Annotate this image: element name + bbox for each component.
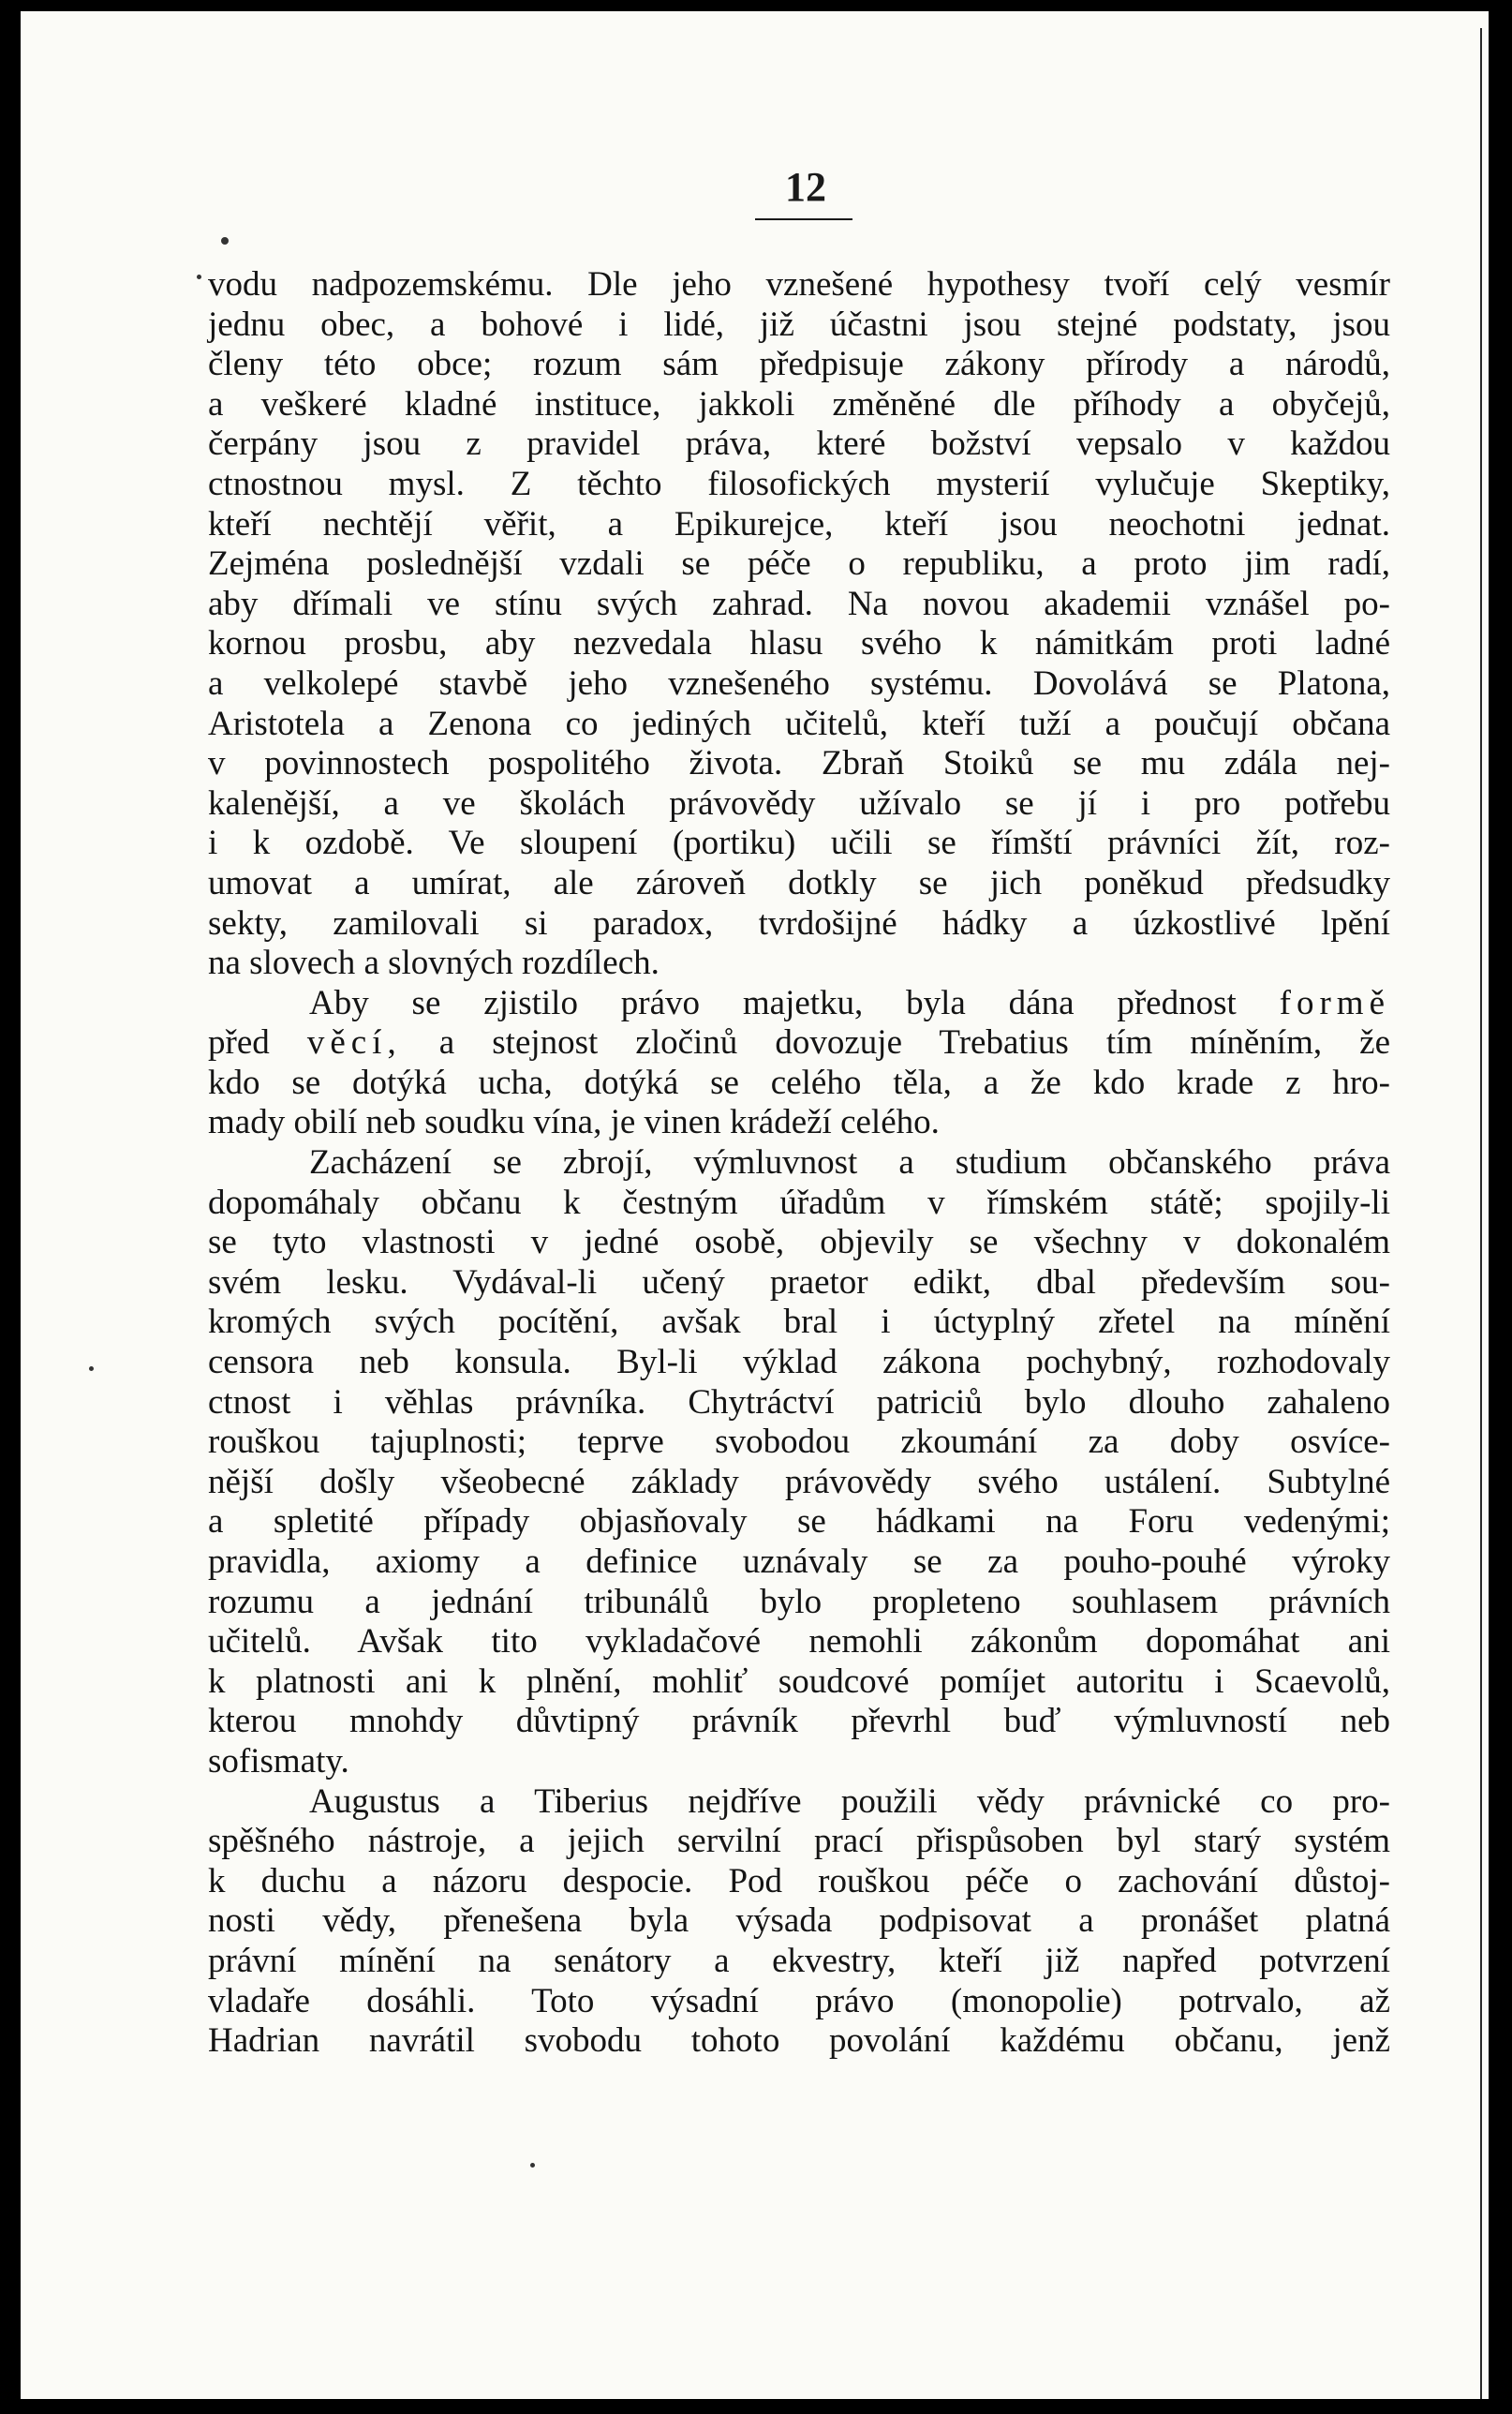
speck-mark bbox=[197, 275, 201, 279]
text-line: Hadrian navrátil svobodu tohoto povolání každému občanu, jenž bbox=[208, 2021, 1390, 2061]
text-line: kterou mnohdy důvtipný právník převrhl buď výmluvností neb bbox=[208, 1702, 1390, 1741]
text-line bbox=[208, 984, 1390, 1024]
text-segment: Aby se zjistilo právo majetku, byla dána přednost bbox=[309, 983, 1237, 1022]
speck-mark bbox=[89, 1366, 94, 1371]
text-line: nosti vědy, přenešena byla výsada podpisovat a pronášet platná bbox=[208, 1901, 1390, 1941]
text-segment: a stejnost zločinů dovozuje Trebatius tím míněním, že bbox=[438, 1023, 1391, 1063]
text-line: mady obilí neb soudku vína, je vinen krádeží celého. bbox=[208, 1103, 940, 1142]
text-line: kteří nechtějí věřit, a Epikurejce, kteří jsou neochotni jednat. bbox=[208, 504, 1390, 544]
speck-mark bbox=[530, 2163, 535, 2168]
text-segment: před bbox=[208, 1023, 270, 1063]
text-line: spěšného nástroje, a jejich servilní prací přispůsoben byl starý systém bbox=[208, 1822, 1390, 1861]
text-line bbox=[208, 1023, 1390, 1064]
text-line: Aristotela a Zenona co jediných učitelů, kteří tuží a poučují občana bbox=[208, 704, 1390, 743]
text-line: kornou prosbu, aby nezvedala hlasu svého k námitkám proti ladné bbox=[208, 624, 1390, 663]
text-line: vladaře dosáhli. Toto výsadní právo (monopolie) potrvalo, až bbox=[208, 1981, 1390, 2020]
text-line: rozumu a jednání tribunálů bylo propleteno souhlasem právních bbox=[208, 1582, 1390, 1621]
text-line: k platnosti ani k plnění, mohliť soudcové pomíjet autoritu i Scaevolů, bbox=[208, 1661, 1390, 1701]
spaced-emphasis: formě bbox=[1279, 983, 1390, 1022]
paragraph-2 bbox=[208, 984, 1390, 1143]
text-line: pravidla, axiomy a definice uznávaly se za pouho-pouhé výroky bbox=[208, 1542, 1390, 1581]
text-line: a veškeré kladné instituce, jakkoli změněné dle příhody a obyčejů, bbox=[208, 384, 1390, 424]
text-line: na slovech a slovných rozdílech. bbox=[208, 944, 660, 983]
text-line: i k ozdobě. Ve sloupení (portiku) učili se římští právníci žít, roz- bbox=[208, 824, 1390, 863]
paragraph-3 bbox=[208, 1143, 1390, 1782]
text-line: sekty, zamilovali si paradox, tvrdošijné hádky a úzkostlivé lpění bbox=[208, 903, 1390, 943]
page-number-underline bbox=[755, 218, 852, 220]
text-line: právní mínění na senátory a ekvestry, kteří již napřed potvrzení bbox=[208, 1941, 1390, 1980]
text-line: vodu nadpozemskému. Dle jeho vznešené hypothesy tvoří celý vesmír bbox=[208, 265, 1390, 304]
text-line: jednu obec, a bohové i lidé, již účastni jsou stejné podstaty, jsou bbox=[208, 305, 1390, 344]
speck-mark bbox=[221, 237, 229, 245]
text-line: Zejména poslednější vzdali se péče o republiku, a proto jim radí, bbox=[208, 544, 1390, 584]
text-line: v povinnostech pospolitého života. Zbraň Stoiků se mu zdála nej- bbox=[208, 744, 1390, 783]
text-line: a velkolepé stavbě jeho vznešeného systému. Dovolává se Platona, bbox=[208, 663, 1390, 703]
scan-edge-line bbox=[1480, 28, 1482, 2399]
text-line: ctnost i věhlas právníka. Chytráctví patriciů bylo dlouho zahaleno bbox=[208, 1382, 1390, 1422]
text-line: dopomáhaly občanu k čestným úřadům v římském státě; spojily-li bbox=[208, 1183, 1390, 1222]
paragraph-4 bbox=[208, 1782, 1390, 2062]
text-line: sofismaty. bbox=[208, 1741, 349, 1781]
text-line: rouškou tajuplnosti; teprve svobodou zkoumání za doby osvíce- bbox=[208, 1423, 1390, 1462]
text-line: ctnostnou mysl. Z těchto filosofických mysterií vylučuje Skeptiky, bbox=[208, 464, 1390, 503]
text-line: nější došly všeobecné základy právovědy svého ustálení. Subtylné bbox=[208, 1462, 1390, 1501]
text-line: kdo se dotýká ucha, dotýká se celého těla, a že kdo krade z hro- bbox=[208, 1063, 1390, 1102]
text-line: censora neb konsula. Byl-li výklad zákona pochybný, rozhodovaly bbox=[208, 1343, 1390, 1382]
text-line: členy této obce; rozum sám předpisuje zákony přírody a národů, bbox=[208, 345, 1390, 384]
text-line: umovat a umírat, ale zároveň dotkly se jich poněkud předsudky bbox=[208, 863, 1390, 902]
text-line: učitelů. Avšak tito vykladačové nemohli zákonům dopomáhat ani bbox=[208, 1622, 1390, 1661]
text-line: čerpány jsou z pravidel práva, které božství vepsalo v každou bbox=[208, 425, 1390, 464]
spaced-emphasis: věcí, bbox=[306, 1023, 402, 1063]
page-number: 12 bbox=[785, 164, 826, 210]
text-line: se tyto vlastnosti v jedné osobě, objevily se všechny v dokonalém bbox=[208, 1223, 1390, 1262]
text-line: svém lesku. Vydával-li učený praetor edikt, dbal především sou- bbox=[208, 1262, 1390, 1302]
paragraph-1 bbox=[208, 265, 1390, 984]
text-line: kromých svých pocítění, avšak bral i úctyplný zřetel na mínění bbox=[208, 1303, 1390, 1342]
text-line: Augustus a Tiberius nejdříve použili vědy právnické co pro- bbox=[309, 1781, 1390, 1821]
text-line: a spletité případy objasňovaly se hádkami na Foru vedenými; bbox=[208, 1502, 1390, 1542]
text-line: aby dřímali ve stínu svých zahrad. Na novou akademii vznášel po- bbox=[208, 584, 1390, 623]
text-line: k duchu a názoru despocie. Pod rouškou péče o zachování důstoj- bbox=[208, 1861, 1390, 1900]
body-text bbox=[208, 265, 1390, 2062]
text-line: kalenější, a ve školách právovědy užívalo se jí i pro potřebu bbox=[208, 783, 1390, 823]
text-line: Zacházení se zbrojí, výmluvnost a studium občanského práva bbox=[309, 1143, 1390, 1183]
